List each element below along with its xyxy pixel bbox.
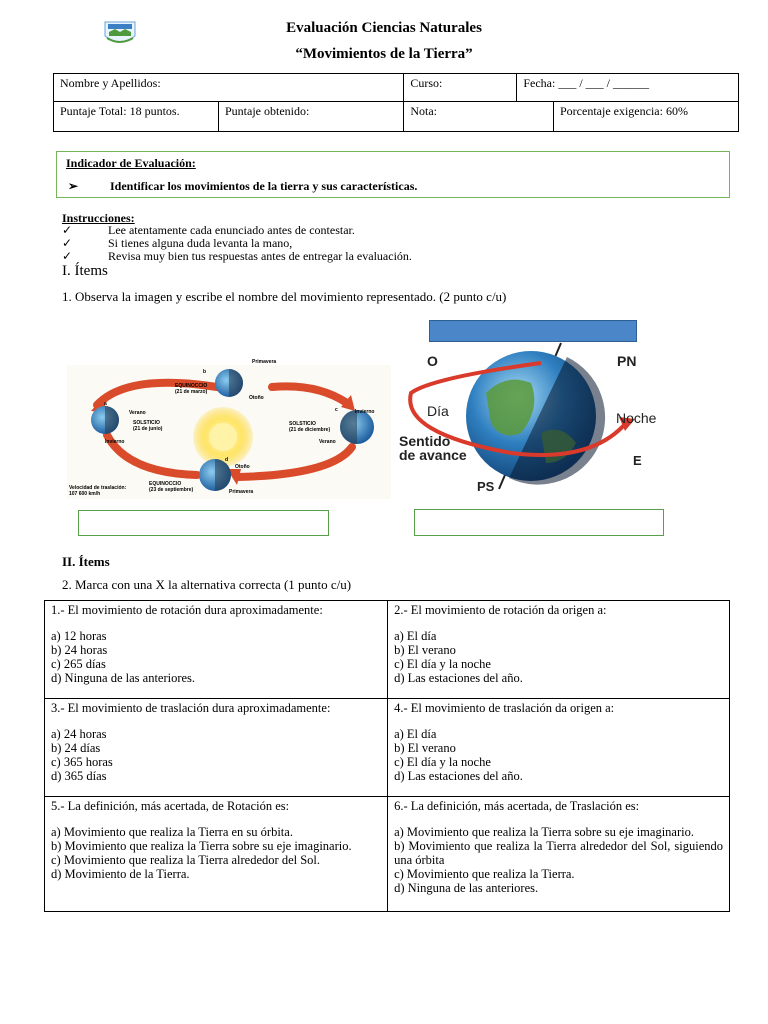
- option-3b[interactable]: b) 24 días: [51, 741, 101, 755]
- spring-top-label: Primavera: [252, 359, 277, 365]
- option-4d[interactable]: d) Las estaciones del año.: [394, 769, 523, 783]
- option-5c[interactable]: c) Movimiento que realiza la Tierra alrededor del Sol.: [51, 853, 321, 867]
- option-1c[interactable]: c) 265 días: [51, 657, 106, 671]
- equinox-september-label: EQUINOCCIO (23 de septiembre): [149, 481, 194, 493]
- grade-field[interactable]: Nota:: [404, 102, 554, 132]
- option-3c[interactable]: c) 365 horas: [51, 755, 113, 769]
- option-1a[interactable]: a) 12 horas: [51, 629, 107, 643]
- speed-label: Velocidad de traslación: 107 600 km/h: [69, 485, 127, 497]
- south-pole-label: PS: [477, 479, 495, 494]
- solstice-december-label: SOLSTICIO (21 de diciembre): [289, 421, 331, 433]
- option-2a[interactable]: a) El día: [394, 629, 437, 643]
- option-1b[interactable]: b) 24 horas: [51, 643, 108, 657]
- option-3a[interactable]: a) 24 horas: [51, 727, 107, 741]
- question-1: 1.- El movimiento de rotación dura aproximadamente: a) 12 horas b) 24 horas c) 265 días d) Ninguna de las anteriores.: [45, 601, 388, 699]
- position-c-label: c: [335, 407, 338, 413]
- solstice-june-label: SOLSTICIO (21 de junio): [133, 420, 163, 432]
- evaluation-indicator-box: [56, 151, 730, 198]
- position-b-label: b: [203, 369, 207, 375]
- section-2-question: 2. Marca con una X la alternativa correcta (1 punto c/u): [62, 577, 352, 592]
- date-field[interactable]: Fecha: ___ / ___ / ______: [517, 74, 739, 102]
- option-5d[interactable]: d) Movimiento de la Tierra.: [51, 867, 190, 881]
- check-icon: ✓: [62, 236, 73, 250]
- autumn-bottom-label: Otoño: [235, 464, 250, 470]
- option-5b[interactable]: b) Movimiento que realiza la Tierra sobre su eje imaginario.: [51, 839, 352, 853]
- summer-right-label: Verano: [319, 439, 336, 445]
- check-icon: ✓: [62, 223, 73, 237]
- option-5a[interactable]: a) Movimiento que realiza la Tierra en su órbita.: [51, 825, 293, 839]
- spring-bottom-label: Primavera: [229, 489, 254, 495]
- position-a-label: a: [104, 401, 107, 407]
- option-4c[interactable]: c) El día y la noche: [394, 755, 491, 769]
- required-percentage-cell: Porcentaje exigencia: 60%: [554, 102, 739, 132]
- answer-box-translation[interactable]: [78, 510, 329, 536]
- day-label: Día: [427, 403, 449, 419]
- section-2-heading: II. Ítems: [62, 554, 110, 569]
- question-3: 3.- El movimiento de traslación dura aproximadamente: a) 24 horas b) 24 días c) 365 horas d) 365 días: [45, 699, 388, 797]
- page-title: Evaluación Ciencias Naturales: [286, 20, 482, 36]
- translation-orbit-image: [67, 359, 395, 499]
- instructions-list: [62, 224, 412, 263]
- summer-left-label: Verano: [129, 410, 146, 416]
- instruction-item: ✓ Revisa muy bien tus respuestas antes de entregar la evaluación.: [62, 249, 412, 263]
- option-2d[interactable]: d) Las estaciones del año.: [394, 671, 523, 685]
- winter-left-label: Invierno: [105, 439, 125, 445]
- check-icon: ✓: [62, 249, 73, 263]
- question-2: 2.- El movimiento de rotación da origen a: a) El día b) El verano c) El día y la noche d) Las estaciones del año.: [388, 601, 730, 699]
- name-field[interactable]: Nombre y Apellidos:: [54, 74, 404, 102]
- instructions-label: Instrucciones:: [62, 211, 135, 225]
- indicator-label: Indicador de Evaluación:: [66, 156, 196, 170]
- east-label: E: [633, 453, 642, 468]
- answer-box-rotation[interactable]: [414, 509, 664, 536]
- option-3d[interactable]: d) 365 días: [51, 769, 107, 783]
- rotation-image: [391, 313, 676, 499]
- west-label: O: [427, 353, 438, 369]
- student-info-table: [53, 73, 739, 132]
- autumn-top-label: Otoño: [249, 395, 264, 401]
- arrow-bullet-icon: ➢: [68, 179, 79, 193]
- indicator-text: Identificar los movimientos de la tierra y sus características.: [110, 179, 418, 193]
- obtained-score-field[interactable]: Puntaje obtenido:: [219, 102, 404, 132]
- total-score-cell: Puntaje Total: 18 puntos.: [54, 102, 219, 132]
- equinox-march-label: EQUINOCCIO (21 de marzo): [175, 383, 208, 395]
- section-1-heading: I. Ítems: [62, 263, 108, 279]
- rotation-direction-label: Sentido de avance: [399, 433, 467, 463]
- option-4b[interactable]: b) El verano: [394, 741, 456, 755]
- question-4: 4.- El movimiento de traslación da origen a: a) El día b) El verano c) El día y la noche d) Las estaciones del año.: [388, 699, 730, 797]
- winter-right-label: Invierno: [355, 409, 375, 415]
- option-2b[interactable]: b) El verano: [394, 643, 456, 657]
- north-pole-label: PN: [617, 353, 637, 369]
- option-4a[interactable]: a) El día: [394, 727, 437, 741]
- instruction-item: ✓ Si tienes alguna duda levanta la mano,: [62, 236, 293, 250]
- section-1-question: 1. Observa la imagen y escribe el nombre del movimiento representado. (2 punto c/u): [62, 289, 507, 304]
- page-subtitle: “Movimientos de la Tierra”: [295, 46, 473, 62]
- option-6b[interactable]: b) Movimiento que realiza la Tierra alrededor del Sol, siguiendo una órbita: [394, 839, 723, 867]
- night-label: Noche: [616, 410, 657, 426]
- course-field[interactable]: Curso:: [404, 74, 517, 102]
- question-6: 6.- La definición, más acertada, de Traslación es: a) Movimiento que realiza la Tierra sobre su eje imaginario. b) Movimiento que realiza la Tierra alrededor del Sol, siguiendo una órbita c) Movimiento que realiza la Tierra. d) Ninguna de las anteriores.: [388, 797, 730, 912]
- instruction-item: ✓ Lee atentamente cada enunciado antes de contestar.: [62, 223, 355, 237]
- option-6c[interactable]: c) Movimiento que realiza la Tierra.: [394, 867, 575, 881]
- option-2c[interactable]: c) El día y la noche: [394, 657, 491, 671]
- option-1d[interactable]: d) Ninguna de las anteriores.: [51, 671, 196, 685]
- question-5: 5.- La definición, más acertada, de Rotación es: a) Movimiento que realiza la Tierra en su órbita. b) Movimiento que realiza la Tierra sobre su eje imaginario. c) Movimiento que realiza la Tierra alrededor del Sol. d) Movimiento de la Tierra.: [45, 797, 388, 912]
- multiple-choice-table: [44, 600, 730, 912]
- option-6a[interactable]: a) Movimiento que realiza la Tierra sobre su eje imaginario.: [394, 825, 694, 839]
- option-6d[interactable]: d) Ninguna de las anteriores.: [394, 881, 539, 895]
- position-d-label: d: [225, 457, 229, 463]
